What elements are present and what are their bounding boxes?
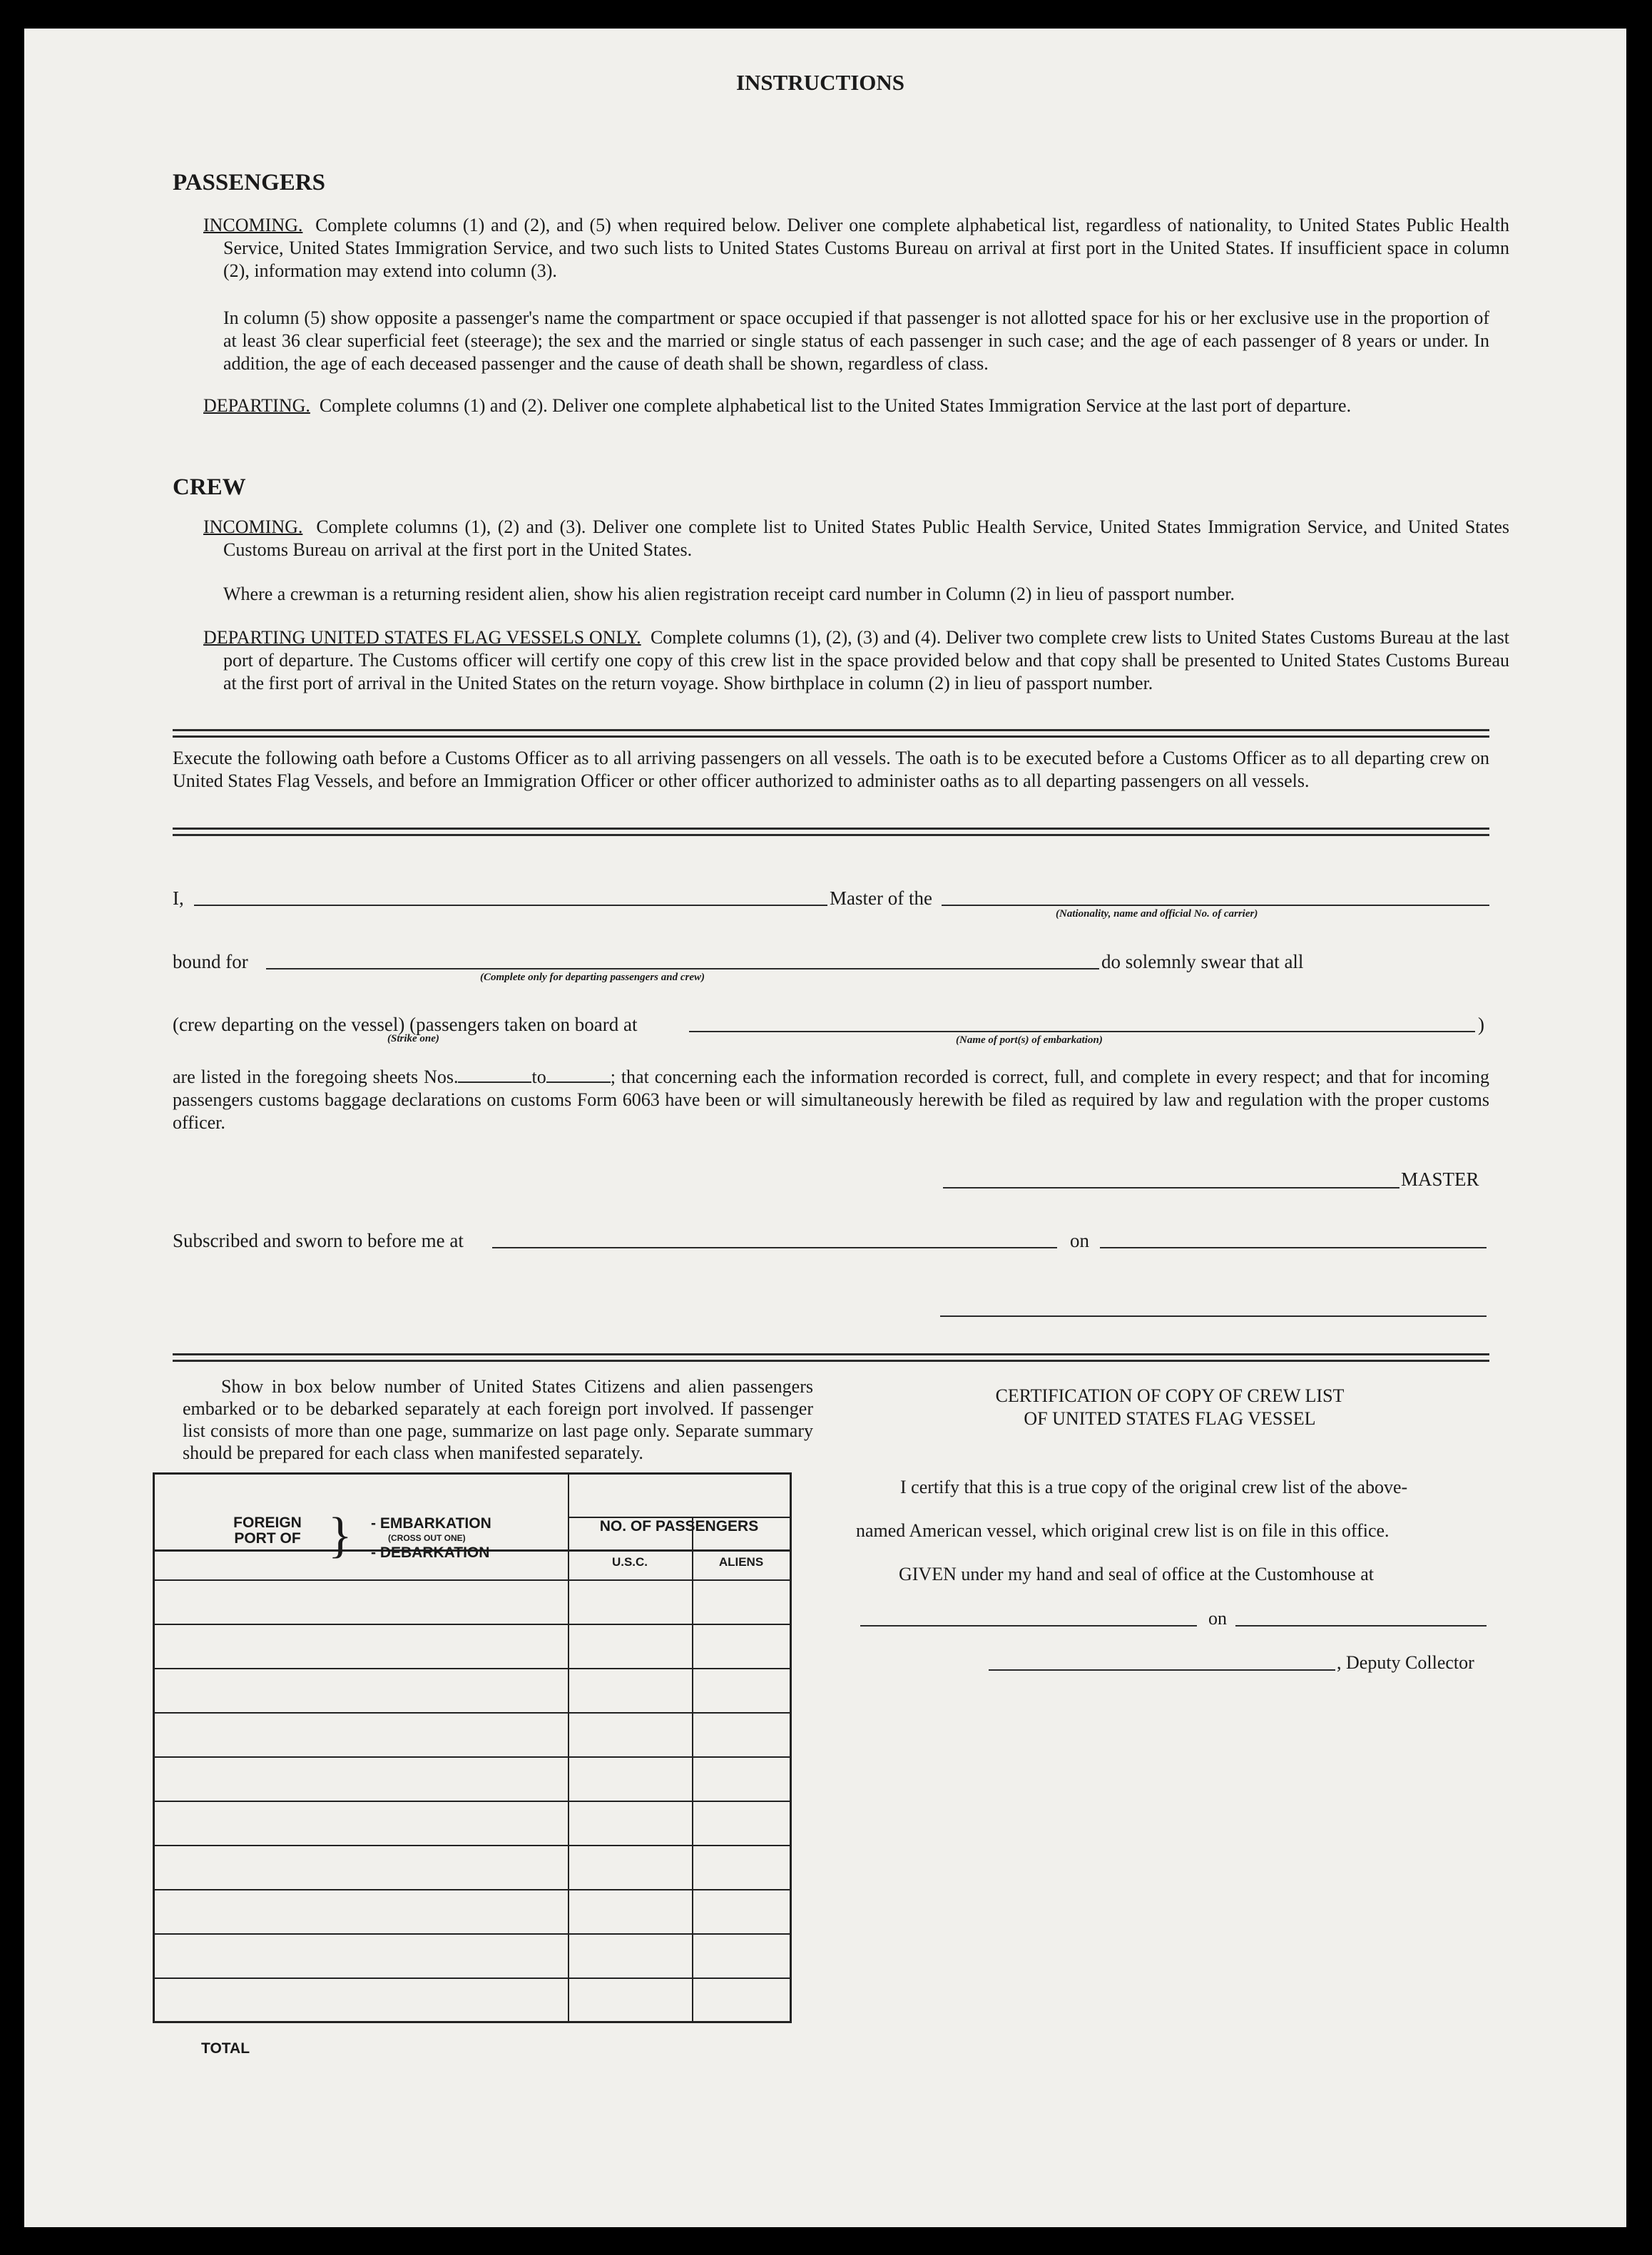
crew-departing-text: Complete columns (1), (2), (3) and (4). Deliver two complete crew lists to United States Customs Bureau at the last port of departure. The Customs officer will certify one copy of this crew list in the space provided below and that copy shall be presented to United States Customs Bureau at the first port of arrival in the United States on the return voyage. Show birthplace in column (2) in lieu of passport number.: [223, 627, 1510, 693]
table-row[interactable]: [154, 1977, 790, 1979]
master-of-the-label: Master of the: [830, 887, 932, 909]
table-divider: [692, 1517, 693, 2022]
crew-incoming-label: INCOMING.: [203, 516, 303, 537]
sheet-to-field[interactable]: [546, 1081, 611, 1083]
summary-paragraph: Show in box below number of United States Citizens and alien passengers embarked or to be debarked separately at each foreign port involved. If passenger list consists of more than one page, summarize on last page only. Separate summary should be prepared for each class when manifested separately.: [183, 1376, 813, 1463]
sworn-location-field[interactable]: [492, 1247, 1057, 1248]
strike-one-note: (Strike one): [387, 1033, 439, 1044]
crew-departing-paragraph: [203, 626, 1509, 695]
table-row[interactable]: [154, 1933, 790, 1935]
carrier-field[interactable]: [942, 905, 1489, 906]
deputy-collector-label: , Deputy Collector: [1337, 1652, 1474, 1673]
master-signature-field[interactable]: [943, 1187, 1399, 1188]
listed-b: ; that concerning each the information recorded is correct, full, and complete in every respect; and that for incoming passengers customs baggage declarations on customs Form 6063 have been or will simultaneously herewith be filed as required by law and regulation with the proper customs officer.: [173, 1067, 1489, 1133]
double-rule: [173, 729, 1489, 738]
deputy-collector-signature-field[interactable]: [989, 1669, 1335, 1671]
certification-heading-2: OF UNITED STATES FLAG VESSEL: [1024, 1408, 1316, 1429]
officer-signature-field[interactable]: [940, 1315, 1487, 1317]
passengers-departing-text: Complete columns (1) and (2). Deliver one complete alphabetical list to the United States Immigration Service at the last port of departure.: [319, 395, 1352, 416]
passengers-departing-paragraph: [203, 395, 1509, 417]
debarkation-label: - DEBARKATION: [371, 1544, 490, 1561]
passengers-heading: PASSENGERS: [173, 170, 325, 195]
listed-to: to: [531, 1067, 546, 1087]
col-aliens: ALIENS: [718, 1555, 764, 1569]
subscribed-label: Subscribed and sworn to before me at: [173, 1230, 464, 1251]
crew-heading: CREW: [173, 474, 246, 500]
table-row[interactable]: [154, 1756, 790, 1758]
col-foreign-port: FOREIGN PORT OF: [233, 1515, 302, 1547]
certification-heading-1: CERTIFICATION OF COPY OF CREW LIST: [995, 1385, 1345, 1406]
listed-paragraph: [173, 1066, 1489, 1134]
sworn-date-field[interactable]: [1100, 1247, 1487, 1248]
crew-resident-paragraph: Where a crewman is a returning resident alien, show his alien registration receipt card number in Column (2) in lieu of passport number.: [223, 584, 1235, 604]
oath-intro-paragraph: Execute the following oath before a Customs Officer as to all arriving passengers on all vessels. The oath is to be executed before a Customs Officer as to all departing crew on United States Flag Vessels, and before an Immigration Officer or other officer authorized to administer oaths as to all departing passengers on all vessels.: [173, 748, 1489, 791]
master-label: MASTER: [1401, 1169, 1479, 1190]
sworn-on-label: on: [1070, 1230, 1089, 1251]
certification-date-field[interactable]: [1235, 1625, 1487, 1627]
table-row[interactable]: [154, 1845, 790, 1846]
table-row[interactable]: [154, 1579, 790, 1581]
close-paren: ): [1478, 1014, 1484, 1035]
table-row[interactable]: [154, 1624, 790, 1625]
double-rule: [173, 828, 1489, 836]
listed-a: are listed in the foregoing sheets Nos.: [173, 1067, 459, 1087]
crew-incoming-paragraph: [203, 516, 1509, 561]
table-row[interactable]: [154, 1889, 790, 1890]
sheet-from-field[interactable]: [458, 1081, 531, 1083]
port-note: (Name of port(s) of embarkation): [956, 1034, 1103, 1046]
certification-line-1: I certify that this is a true copy of the original crew list of the above-: [900, 1477, 1408, 1497]
nationality-note: (Nationality, name and official No. of carrier): [1056, 908, 1258, 920]
certification-on-label: on: [1208, 1608, 1227, 1629]
passengers-incoming-paragraph: [203, 214, 1509, 282]
certification-given: GIVEN under my hand and seal of office at the Customhouse at: [899, 1564, 1374, 1584]
oath-i-label: I,: [173, 887, 184, 909]
double-rule: [173, 1353, 1489, 1362]
certification-line-2: named American vessel, which original crew list is on file in this office.: [856, 1520, 1390, 1541]
passengers-incoming-label: INCOMING.: [203, 215, 303, 235]
do-solemnly-label: do solemnly swear that all: [1101, 951, 1304, 972]
passengers-column5-paragraph: In column (5) show opposite a passenger's name the compartment or space occupied if that passenger is not allotted space for his or her exclusive use in the proportion of at least 36 clear superficial feet (steerage); the sex and the married or single status of each passenger in such case; and the age of each passenger of 8 years or under. In addition, the age of each deceased passenger and the cause of death shall be shown, regardless of class.: [223, 307, 1489, 374]
bound-for-label: bound for: [173, 951, 248, 972]
table-row[interactable]: [154, 1668, 790, 1669]
passengers-departing-label: DEPARTING.: [203, 395, 310, 416]
table-row[interactable]: [154, 1801, 790, 1802]
customhouse-field[interactable]: [860, 1625, 1197, 1627]
col-usc: U.S.C.: [611, 1555, 648, 1569]
table-row[interactable]: [154, 1712, 790, 1714]
crew-incoming-text: Complete columns (1), (2) and (3). Deliver one complete list to United States Public Health Service, United States Immigration Service, and United States Customs Bureau on arrival at the first port in the United States.: [223, 516, 1510, 560]
col-no-passengers: NO. OF PASSENGERS: [599, 1518, 759, 1534]
total-label: TOTAL: [201, 2040, 250, 2057]
page-title: INSTRUCTIONS: [735, 70, 904, 95]
master-name-field[interactable]: [194, 905, 827, 906]
cross-out-note: (CROSS OUT ONE): [388, 1533, 466, 1543]
embarkation-port-field[interactable]: [689, 1031, 1475, 1032]
crew-departing-label: (crew departing on the vessel) (passengers taken on board at: [173, 1014, 638, 1035]
brace-icon: }: [328, 1508, 352, 1563]
bound-for-field[interactable]: [266, 968, 1099, 969]
crew-departing-label: DEPARTING UNITED STATES FLAG VESSELS ONLY.: [203, 627, 641, 648]
embarkation-label: - EMBARKATION: [371, 1515, 491, 1532]
complete-only-note: (Complete only for departing passengers and crew): [480, 972, 705, 983]
passengers-incoming-text: Complete columns (1) and (2), and (5) when required below. Deliver one complete alphabetical list, regardless of nationality, to United States Public Health Service, United States Immigration Service, and two such lists to United States Customs Bureau on arrival at first port in the United States. If insufficient space in column (2), information may extend into column (3).: [223, 215, 1509, 281]
